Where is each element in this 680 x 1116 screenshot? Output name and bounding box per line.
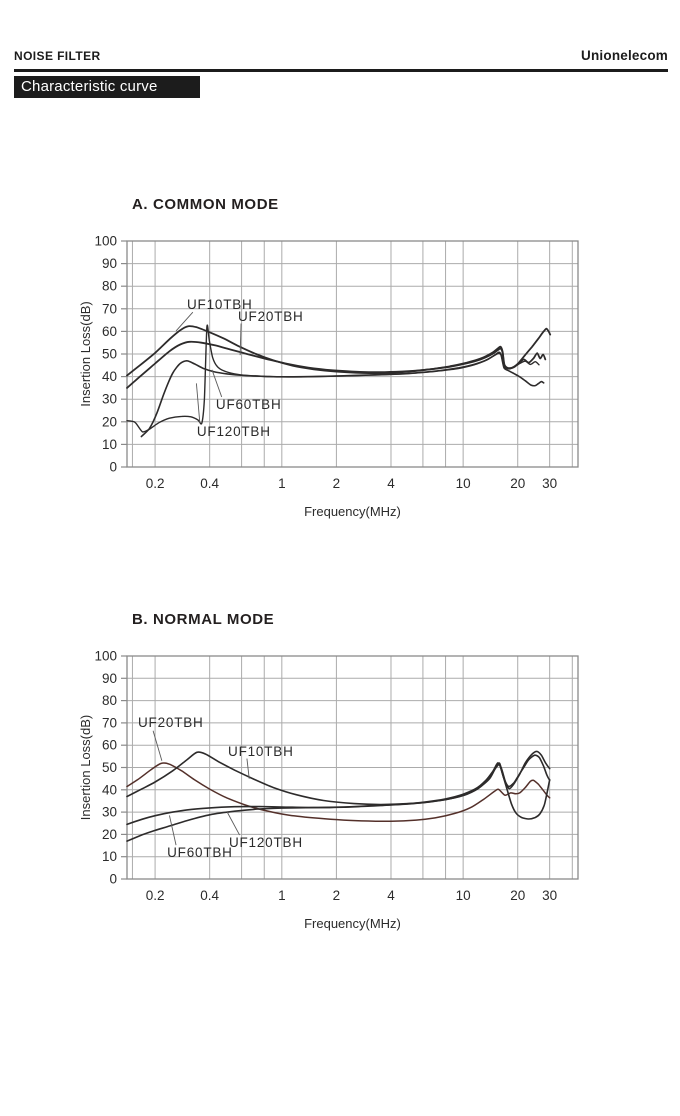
x-tick-label: 10 (455, 888, 471, 903)
chart-b-title: B. NORMAL MODE (132, 611, 275, 628)
x-tick-label: 2 (332, 888, 341, 903)
x-tick-label: 30 (542, 476, 558, 491)
x-tick-label: 4 (387, 888, 395, 903)
x-tick-label: 1 (278, 888, 286, 903)
series-label-UF20TBH: UF20TBH (138, 714, 204, 730)
brand-logo: Unionelecom (581, 48, 668, 63)
x-tick-label: 20 (510, 888, 526, 903)
y-axis-label: Insertion Loss(dB) (78, 714, 93, 821)
x-tick-label: 0.2 (145, 888, 165, 903)
chart-a-title: A. COMMON MODE (132, 196, 279, 213)
y-tick-label: 30 (101, 391, 117, 407)
y-tick-label: 0 (109, 459, 117, 475)
x-tick-label: 0.4 (200, 476, 220, 491)
y-tick-label: 50 (101, 346, 117, 362)
y-tick-label: 20 (101, 826, 117, 842)
y-tick-label: 90 (101, 670, 117, 686)
x-tick-label: 10 (455, 476, 471, 491)
leader-line (227, 812, 239, 835)
y-tick-label: 100 (94, 233, 117, 249)
y-tick-label: 10 (101, 849, 117, 865)
y-tick-label: 80 (101, 693, 117, 709)
y-tick-label: 80 (101, 278, 117, 294)
chart-normal-mode (78, 649, 578, 932)
y-tick-label: 0 (109, 871, 117, 887)
curve-UF10TBH (127, 326, 550, 375)
section-badge: Characteristic curve (14, 76, 200, 98)
x-tick-label: 1 (278, 476, 286, 491)
x-tick-label: 0.2 (145, 476, 165, 491)
leader-line (169, 815, 176, 845)
x-tick-label: 4 (387, 476, 395, 491)
x-axis-label: Frequency(MHz) (304, 504, 401, 519)
x-tick-label: 0.4 (200, 888, 220, 903)
y-tick-label: 90 (101, 256, 117, 272)
x-tick-label: 2 (332, 476, 341, 491)
y-tick-label: 40 (101, 782, 117, 798)
y-tick-label: 10 (101, 436, 117, 452)
y-tick-label: 50 (101, 760, 117, 775)
leader-line (212, 370, 222, 397)
series-label-UF10TBH: UF10TBH (187, 296, 253, 312)
leader-line (196, 383, 199, 423)
series-label-UF60TBH: UF60TBH (167, 844, 233, 860)
y-tick-label: 60 (101, 737, 117, 753)
series-label-UF10TBH: UF10TBH (228, 743, 294, 759)
y-tick-label: 100 (94, 648, 117, 664)
x-tick-label: 30 (542, 888, 558, 903)
y-tick-label: 40 (101, 369, 117, 385)
x-axis-label: Frequency(MHz) (304, 916, 401, 931)
leader-line (153, 731, 162, 761)
chart-common-mode (78, 234, 578, 520)
series-label-UF60TBH: UF60TBH (215, 396, 282, 412)
y-tick-label: 70 (101, 301, 117, 317)
y-tick-label: 30 (101, 804, 117, 820)
series-label-UF120TBH: UF120TBH (228, 835, 303, 851)
y-tick-label: 60 (101, 323, 117, 339)
series-label-UF20TBH: UF20TBH (237, 309, 304, 325)
x-tick-label: 20 (510, 476, 526, 491)
y-axis-label: Insertion Loss(dB) (78, 301, 93, 407)
y-tick-label: 20 (101, 414, 117, 430)
y-tick-label: 70 (101, 715, 117, 731)
curve-UF60TBH (127, 763, 550, 824)
leader-line (240, 323, 241, 355)
series-label-UF120TBH: UF120TBH (196, 424, 271, 440)
page-title: NOISE FILTER (14, 49, 101, 63)
